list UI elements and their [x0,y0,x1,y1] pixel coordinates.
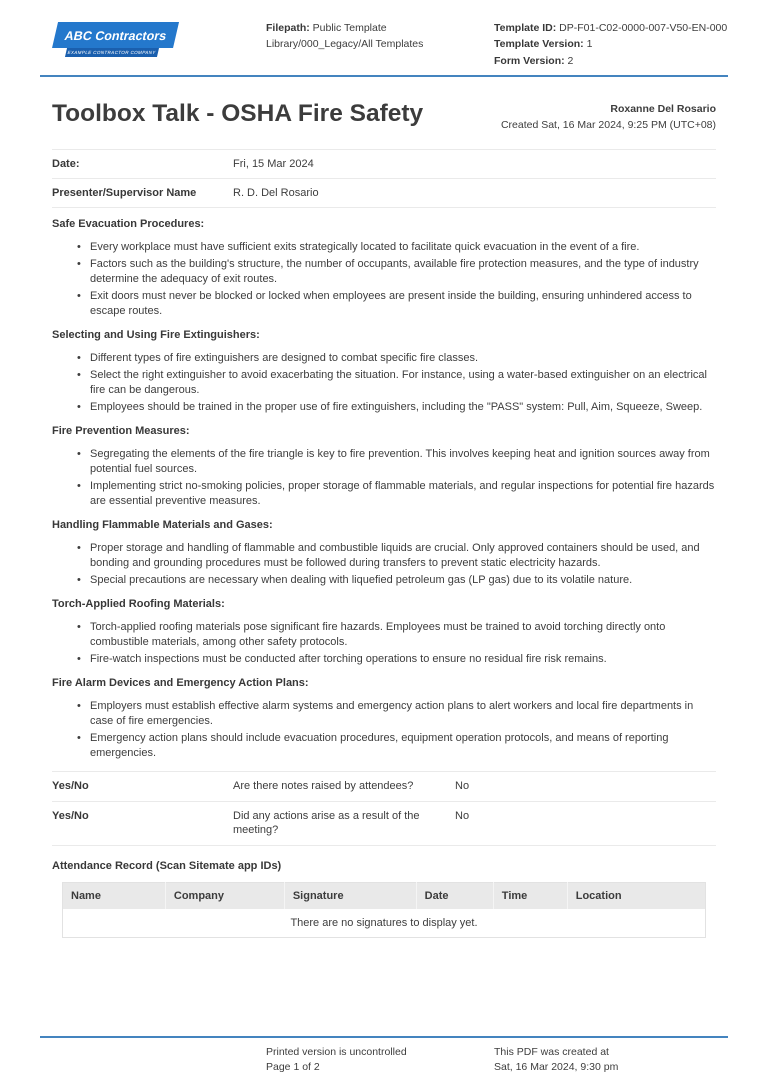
yesno-question: Are there notes raised by attendees? [233,780,414,793]
section-heading: Fire Prevention Measures: [52,425,190,438]
date-field-value: Fri, 15 Mar 2024 [233,158,314,171]
yesno-block [52,771,716,846]
header-divider-line [40,75,728,77]
bullet-list [52,699,716,761]
bullet-item: • Segregating the elements of the fire triangle is key to fire prevention. This involves keeping heat and ignition sources away from potential fuel sources. [90,447,716,477]
attendance-table-header [63,882,706,909]
bullet-list [52,351,716,415]
template-version-label: Template Version: [494,38,584,51]
yesno-question: Did any actions arise as a result of the meeting? [233,809,420,837]
yesno-answer: No [455,780,470,793]
template-meta-block [494,18,728,69]
presenter-field-row [52,178,716,208]
section-heading: Selecting and Using Fire Extinguishers: [52,329,260,342]
date-field-row [52,149,716,178]
field-rows [52,149,716,208]
footer-created-label: This PDF was created at [494,1045,609,1058]
company-logo [40,18,266,60]
section-heading: Torch-Applied Roofing Materials: [52,598,225,611]
logo-subtitle: EXAMPLE CONTRACTOR COMPANY [65,48,159,57]
form-version-value: 2 [567,54,574,67]
yesno-row-actions [52,801,716,846]
footer-spacer [40,1045,266,1075]
bullet-item: • Emergency action plans should include evacuation procedures, equipment operation protocols, and means of reporting emergencies. [90,731,716,761]
page-title: Toolbox Talk - OSHA Fire Safety [52,99,424,127]
bullet-list [52,240,716,319]
column-header-name: Name [63,882,166,909]
presenter-field-value: R. D. Del Rosario [233,187,319,200]
column-header-time: Time [493,882,567,909]
bullet-list [52,541,716,588]
created-timestamp: Created Sat, 16 Mar 2024, 9:25 PM (UTC+08) [500,118,716,131]
attendance-header-row [63,882,706,909]
section-heading: Handling Flammable Materials and Gases: [52,519,273,532]
bullet-item: • Exit doors must never be blocked or locked when employees are present inside the building, ensuring unhindered access to escape routes. [90,289,716,319]
yesno-row-notes [52,771,716,801]
date-field-label: Date: [52,158,80,171]
attendance-section [52,859,716,938]
bullet-item: • Employees should be trained in the proper use of fire extinguishers, including the "PASS" system: Pull, Aim, Squeeze, Sweep. [90,400,716,415]
footer-left-block [266,1045,494,1075]
template-id-value: DP-F01-C02-0000-007-V50-EN-000 [559,22,728,34]
section-heading: Fire Alarm Devices and Emergency Action Plans: [52,677,309,690]
footer-uncontrolled-note: Printed version is uncontrolled [266,1045,407,1058]
yesno-label: Yes/No [52,809,89,822]
bullet-item: • Implementing strict no-smoking policies, proper storage of flammable materials, and regular inspections for potential fire hazards are essential preventive measures. [90,479,716,509]
bullet-item: • Fire-watch inspections must be conducted after torching operations to ensure no residual fire risk remains. [90,652,716,667]
bullet-item: • Select the right extinguisher to avoid exacerbating the situation. For instance, using a water-based extinguisher on an electrical fire can be dangerous. [90,368,716,398]
template-version-row [494,36,728,52]
sections [52,217,716,761]
attendance-empty-message: There are no signatures to display yet. [63,909,706,938]
section-heading: Safe Evacuation Procedures: [52,218,205,231]
template-id-row [494,20,728,36]
presenter-field-label: Presenter/Supervisor Name [52,187,197,200]
attendance-table-body [63,909,706,938]
bullet-item: • Special precautions are necessary when dealing with liquefied petroleum gas (LP gas) due to its volatile nature. [90,573,716,588]
yesno-answer: No [455,809,470,822]
attendance-heading: Attendance Record (Scan Sitemate app IDs) [52,859,282,872]
created-block [501,99,716,134]
document-header [40,18,728,69]
filepath-label: Filepath: [266,22,310,34]
bullet-item: • Proper storage and handling of flammable and combustible liquids are crucial. Only approved containers should be used, and bonding and grounding procedures must be followed during transfers to prevent static electricity hazards. [90,541,716,571]
bullet-list [52,447,716,509]
abc-contractors-logo [50,22,179,57]
form-version-label: Form Version: [494,54,565,67]
author-name: Roxanne Del Rosario [610,102,716,115]
footer-created-timestamp: Sat, 16 Mar 2024, 9:30 pm [494,1060,619,1073]
footer-columns [40,1045,728,1075]
title-row [40,99,728,134]
footer-right-block [494,1045,728,1075]
document-footer [40,1036,728,1075]
column-header-signature: Signature [284,882,416,909]
bullet-item: • Employers must establish effective alarm systems and emergency action plans to alert workers and local fire departments in case of fire emergencies. [90,699,716,729]
yesno-label: Yes/No [52,780,89,793]
attendance-table [62,882,706,938]
logo-title: ABC Contractors [52,22,179,48]
column-header-company: Company [165,882,284,909]
attendance-empty-row [63,909,706,938]
column-header-location: Location [567,882,705,909]
filepath-block [266,18,494,53]
bullet-item: • Different types of fire extinguishers are designed to combat specific fire classes. [90,351,716,366]
bullet-item: • Factors such as the building's structure, the number of occupants, available fire protection measures, and the type of industry determine the adequacy of exit routes. [90,257,716,287]
form-version-row [494,53,728,69]
footer-page-number: Page 1 of 2 [266,1060,320,1073]
column-header-date: Date [416,882,493,909]
template-id-label: Template ID: [494,22,557,34]
template-version-value: 1 [586,38,593,51]
bullet-item: • Torch-applied roofing materials pose significant fire hazards. Employees must be trained to avoid torching directly onto combustible materials, among other safety protocols. [90,620,716,650]
bullet-list [52,620,716,667]
filepath-value: Public Template Library/000_Legacy/All Templates [266,22,424,51]
bullet-item: • Every workplace must have sufficient exits strategically located to facilitate quick evacuation in the event of a fire. [90,240,716,255]
